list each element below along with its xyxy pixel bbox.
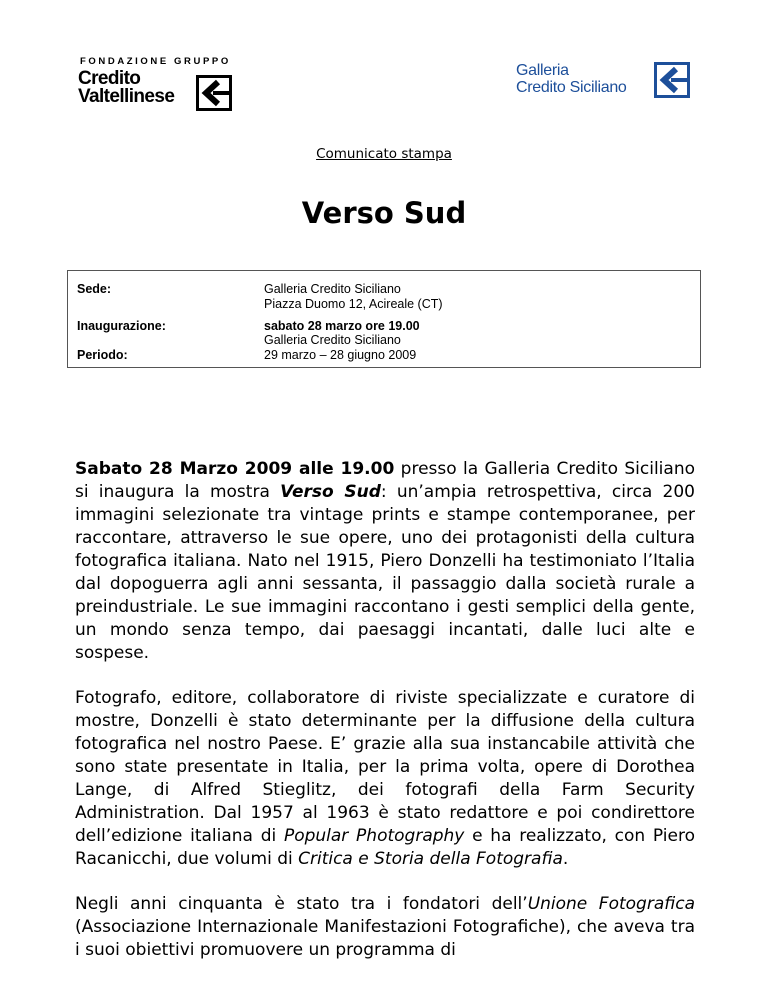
text-span: presso la Galleria Credito Siciliano si inaugura la mostra — [75, 459, 696, 502]
logo-line1: Galleria — [516, 62, 569, 79]
kicker: Comunicato stampa — [316, 146, 452, 162]
inaugurazione-line1: sabato 28 marzo ore 19.00 — [264, 319, 420, 333]
info-box — [67, 270, 701, 368]
logo-line2: Valtellinese — [78, 86, 175, 107]
periodo-label: Periodo: — [77, 348, 128, 362]
text-span: . — [562, 849, 569, 869]
book-title: Critica e Storia della Fotografia — [298, 849, 563, 869]
chevron-left-icon — [654, 62, 690, 98]
sede-line2: Piazza Duomo 12, Acireale (CT) — [264, 297, 443, 311]
magazine-title: Popular Photography — [283, 826, 465, 846]
paragraph-1 — [75, 458, 695, 665]
logo-galleria-credito-siciliano — [516, 62, 696, 102]
logo-line1: Credito — [78, 68, 141, 89]
inaugurazione-label: Inaugurazione: — [77, 319, 166, 333]
inaugurazione-line2: Galleria Credito Siciliano — [264, 333, 401, 347]
page-title: Verso Sud — [301, 196, 467, 230]
sede-line1: Galleria Credito Siciliano — [264, 282, 401, 296]
sede-label: Sede: — [77, 282, 112, 296]
periodo-value: 29 marzo – 28 giugno 2009 — [264, 348, 417, 362]
text-span: Negli anni cinquanta è stato tra i fondatori dell’ — [75, 894, 528, 914]
opening-date: Sabato 28 Marzo 2009 alle 19.00 — [75, 459, 395, 479]
logo-name — [516, 62, 627, 96]
logo-credito-valtellinese — [78, 56, 248, 112]
paragraph-3 — [75, 893, 695, 962]
chevron-left-icon — [196, 75, 232, 111]
text-span: : un’ampia retrospettiva, circa 200 immagini selezionate tra vintage prints e stampe contemporanee, per raccontare, attraverso le sue opere, uno dei protagonisti della cultura fotografica italiana. Nato nel 1915, Piero Donzelli ha testimoniato l’Italia dal dopoguerra agli anni sessanta, il passaggio dalla società rurale a preindustriale. Le sue immagini raccontano i gesti semplici della gente, un mondo senza tempo, dai paesaggi incantati, dalle luci alte e sospese. — [75, 482, 695, 663]
logo-name — [78, 70, 174, 106]
logo-line2: Credito Siciliano — [516, 79, 627, 96]
text-span: e ha realizzato, con Piero Racanicchi, due volumi di — [75, 826, 695, 869]
organization-name: Unione Fotografica — [527, 894, 695, 914]
text-span: Fotografo, editore, collaboratore di riviste specializzate e curatore di mostre, Donzelli è stato determinante per la diffusione della cultura fotografica nel nostro Paese. E’ grazie alla sua instancabile attività che sono state presentate in Italia, per la prima volta, opere di Dorothea Lange, di Alfred Stieglitz, dei fotografi della Farm Security Administration. Dal 1957 al 1963 è stato redattore e poi condirettore dell’edizione italiana di — [75, 688, 695, 846]
paragraph-2 — [75, 687, 695, 871]
body-text — [75, 458, 695, 984]
exhibition-title: Verso Sud — [280, 482, 381, 502]
text-span: (Associazione Internazionale Manifestazioni Fotografiche), che aveva tra i suoi obiettivi promuovere un programma di — [75, 917, 695, 960]
logo-top-line: FONDAZIONE GRUPPO — [80, 56, 231, 67]
